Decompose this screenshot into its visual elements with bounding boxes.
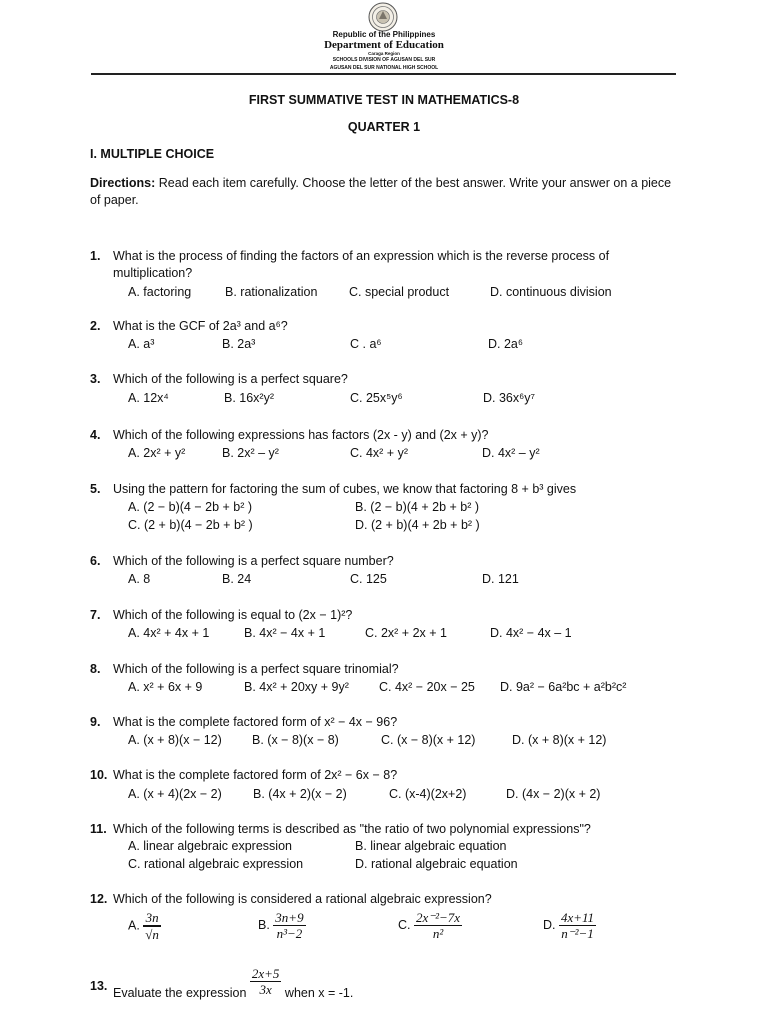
question-text: Which of the following is a perfect square number? <box>113 554 394 568</box>
option-b: B. rationalization <box>225 285 318 299</box>
header-school: AGUSAN DEL SUR NATIONAL HIGH SCHOOL <box>329 65 439 71</box>
question-number: 5. <box>90 482 101 496</box>
option-d: D. rational algebraic equation <box>355 857 518 871</box>
option-letter: D. <box>543 917 556 932</box>
option-d: D. (x + 8)(x + 12) <box>512 733 607 747</box>
fraction <box>273 910 305 941</box>
header-region: Caraga Region <box>368 51 400 56</box>
question-number: 9. <box>90 715 101 729</box>
option-letter: C. <box>398 917 411 932</box>
option-c: C. 4x² + y² <box>350 446 408 460</box>
option-b: B. 16x²y² <box>224 391 275 405</box>
question-text <box>113 966 673 1000</box>
option-b: B. 4x² + 20xy + 9y² <box>244 680 349 694</box>
numerator: 4x+11 <box>560 910 595 925</box>
numerator: 3n <box>143 910 161 926</box>
fraction <box>250 966 282 997</box>
question-number: 12. <box>90 892 108 906</box>
option-a: A. linear algebraic expression <box>128 839 292 853</box>
option-c: C. 25x⁵y⁶ <box>350 391 403 405</box>
option-c: C. (x − 8)(x + 12) <box>381 733 476 747</box>
option-a: A. 12x⁴ <box>128 391 169 405</box>
option-b: B. (x − 8)(x − 8) <box>252 733 339 747</box>
option-a <box>128 910 161 942</box>
option-c: C . a⁶ <box>350 337 382 351</box>
option-b: B. 4x² − 4x + 1 <box>244 626 326 640</box>
numerator: 3n+9 <box>275 910 304 925</box>
option-d: D. 4x² − 4x – 1 <box>490 626 572 640</box>
denominator: n³−2 <box>276 926 303 941</box>
question-number: 8. <box>90 662 101 676</box>
option-c: C. 4x² − 20x − 25 <box>379 680 475 694</box>
option-b: B. (4x + 2)(x − 2) <box>253 787 347 801</box>
option-d: D. (4x − 2)(x + 2) <box>506 787 601 801</box>
question-text: Which of the following expressions has factors (2x - y) and (2x + y)? <box>113 428 489 442</box>
question-number: 1. <box>90 249 101 263</box>
question-text: Which of the following is equal to (2x − 1)²? <box>113 608 353 622</box>
option-c: C. (2 + b)(4 − 2b + b² ) <box>128 518 253 532</box>
question-number: 4. <box>90 428 101 442</box>
numerator: 2x+5 <box>251 966 280 981</box>
option-a: A. x² + 6x + 9 <box>128 680 203 694</box>
fraction <box>559 910 596 941</box>
option-d: D. 121 <box>482 572 519 586</box>
question-number: 6. <box>90 554 101 568</box>
option-b: B. 24 <box>222 572 252 586</box>
question-text: What is the GCF of 2a³ and a⁶? <box>113 319 288 333</box>
option-d: D. 36x⁶y⁷ <box>483 391 536 405</box>
header-department: Department of Education <box>324 39 444 51</box>
option-d: D. 9a² − 6a²bc + a²b²c² <box>500 680 627 694</box>
fraction <box>143 910 161 942</box>
option-c: C. (x-4)(2x+2) <box>389 787 467 801</box>
fraction <box>414 910 462 941</box>
option-c: C. rational algebraic expression <box>128 857 304 871</box>
option-a: A. 2x² + y² <box>128 446 186 460</box>
question-text: Which of the following is a perfect square? <box>113 372 348 386</box>
option-d: D. continuous division <box>490 285 612 299</box>
question-text: Using the pattern for factoring the sum of cubes, we know that factoring 8 + b³ gives <box>113 482 577 496</box>
option-a: A. (2 − b)(4 − 2b + b² ) <box>128 500 253 514</box>
option-b: B. 2a³ <box>222 337 256 351</box>
option-c <box>398 910 462 941</box>
option-b: B. 2x² – y² <box>222 446 279 460</box>
option-d: D. (2 + b)(4 + 2b + b² ) <box>355 518 480 532</box>
directions-label: Directions: <box>90 176 156 190</box>
option-a: A. factoring <box>128 285 192 299</box>
option-a: A. a³ <box>128 337 155 351</box>
numerator: 2x⁻²−7x <box>415 910 461 925</box>
denominator: n² <box>432 926 444 941</box>
question-text: Which of the following is considered a rational algebraic expression? <box>113 892 492 906</box>
question-text-after: when x = -1. <box>281 985 354 1000</box>
test-title: FIRST SUMMATIVE TEST IN MATHEMATICS-8 <box>248 93 520 107</box>
option-a: A. (x + 4)(2x − 2) <box>128 787 222 801</box>
question-text: What is the complete factored form of 2x² − 6x − 8? <box>113 768 398 782</box>
question-text: Which of the following terms is described as "the ratio of two polynomial expressions"? <box>113 822 591 836</box>
question-number: 10. <box>90 768 108 782</box>
header-division: SCHOOLS DIVISION OF AGUSAN DEL SUR <box>332 57 436 63</box>
question-text: What is the complete factored form of x² − 4x − 96? <box>113 715 398 729</box>
question-number: 2. <box>90 319 101 333</box>
quarter-label: QUARTER 1 <box>347 120 421 134</box>
option-letter: B. <box>258 917 270 932</box>
deped-seal-icon <box>368 2 398 32</box>
directions-text: Read each item carefully. Choose the letter of the best answer. Write your answer on a piece of paper. <box>90 176 672 207</box>
question-number: 13. <box>90 979 108 993</box>
option-b <box>258 910 306 941</box>
denominator: 3x <box>259 982 272 997</box>
denominator: √n <box>145 927 159 942</box>
option-b: B. linear algebraic equation <box>355 839 507 853</box>
header-republic: Republic of the Philippines <box>332 30 436 39</box>
question-text: Which of the following is a perfect square trinomial? <box>113 662 399 676</box>
question-number: 7. <box>90 608 101 622</box>
option-a: A. 8 <box>128 572 151 586</box>
denominator: n⁻²−1 <box>561 926 594 941</box>
question-text: What is the process of finding the factors of an expression which is the reverse process of multiplication? <box>113 249 610 280</box>
option-a: A. (x + 8)(x − 12) <box>128 733 222 747</box>
option-b: B. (2 − b)(4 + 2b + b² ) <box>355 500 480 514</box>
option-d <box>543 910 596 941</box>
option-c: C. 2x² + 2x + 1 <box>365 626 447 640</box>
question-text-before: Evaluate the expression <box>113 985 250 1000</box>
option-c: C. special product <box>349 285 450 299</box>
option-letter: A. <box>128 918 140 933</box>
directions <box>90 175 680 209</box>
option-d: D. 4x² – y² <box>482 446 540 460</box>
option-d: D. 2a⁶ <box>488 337 524 351</box>
option-a: A. 4x² + 4x + 1 <box>128 626 210 640</box>
header-divider <box>91 73 676 75</box>
question-number: 3. <box>90 372 101 386</box>
option-c: C. 125 <box>350 572 387 586</box>
section-heading: I. MULTIPLE CHOICE <box>90 147 215 161</box>
question-number: 11. <box>90 822 107 836</box>
